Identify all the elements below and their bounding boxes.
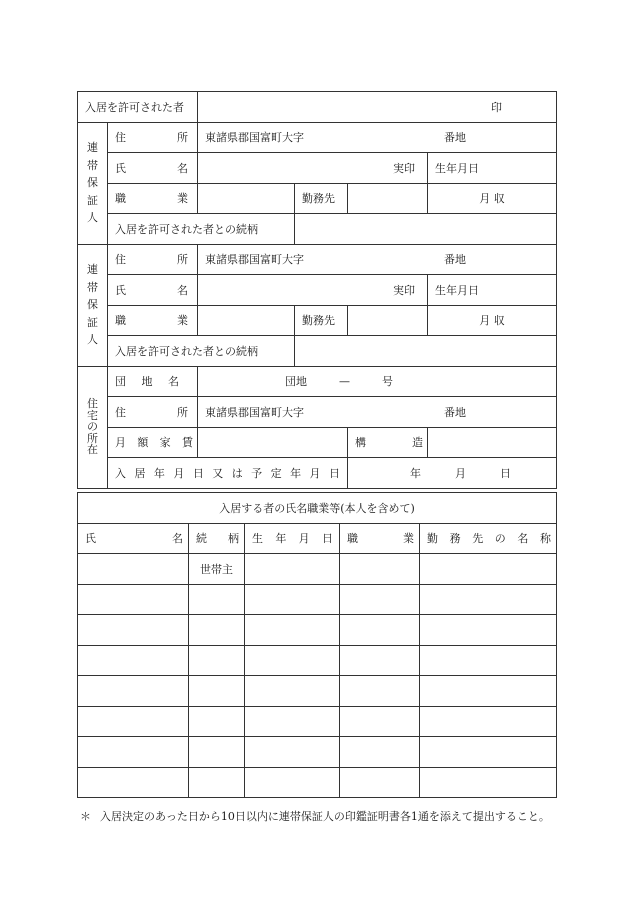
g1-group-label: 連 帯 保 証 人 [78, 122, 108, 244]
applicant-seal[interactable] [198, 92, 557, 123]
g1-relationship-field[interactable] [295, 214, 557, 245]
g2-occupation-label: 職 業 [108, 305, 198, 336]
occupant-birth-cell[interactable] [245, 737, 340, 768]
complex-label: 団 地 名 [108, 366, 198, 397]
occupant-occupation-cell[interactable] [340, 615, 420, 646]
g2-workplace-label: 勤務先 [295, 305, 348, 336]
complex-field[interactable] [198, 366, 557, 397]
applicant-row [78, 92, 557, 123]
occupant-relation-cell[interactable] [189, 767, 245, 798]
header-relation: 続 柄 [189, 523, 245, 554]
footnote-mark: ＊ [80, 810, 91, 823]
g2-address-field[interactable] [198, 244, 557, 275]
guarantor-housing-table [77, 91, 557, 489]
occupant-name-cell[interactable] [78, 584, 189, 615]
occupants-header-row [78, 523, 557, 554]
movein-row [78, 458, 557, 489]
occupant-name-cell[interactable] [78, 676, 189, 707]
g2-name-row [78, 275, 557, 306]
occupant-birth-cell[interactable] [245, 645, 340, 676]
occupant-occupation-cell[interactable] [340, 767, 420, 798]
occupant-birth-cell[interactable] [245, 615, 340, 646]
g1-name-row [78, 153, 557, 184]
g1-address-label: 住 所 [108, 122, 198, 153]
footnote [80, 808, 570, 826]
occupant-row [78, 706, 557, 737]
header-name: 氏 名 [78, 523, 189, 554]
g2-group-label: 連 帯 保 証 人 [78, 244, 108, 366]
g1-address-prefix: 東諸県郡国富町大字 [205, 131, 304, 145]
occupants-title-row [78, 493, 557, 524]
rent-row [78, 427, 557, 458]
g1-relationship-label: 入居を許可された者との続柄 [108, 214, 295, 245]
occupant-row [78, 584, 557, 615]
occupant-occupation-cell[interactable] [340, 584, 420, 615]
occupant-relation-cell[interactable] [189, 645, 245, 676]
header-occupation: 職 業 [340, 523, 420, 554]
occupant-workplace-cell[interactable] [420, 584, 557, 615]
g2-address-prefix: 東諸県郡国富町大字 [205, 253, 304, 267]
occupants-title: 入居する者の氏名職業等(本人を含めて) [78, 493, 557, 524]
g1-address-row [78, 122, 557, 153]
occupant-birth-cell[interactable] [245, 676, 340, 707]
occupant-occupation-cell[interactable] [340, 737, 420, 768]
occupant-name-cell[interactable] [78, 706, 189, 737]
occupant-workplace-cell[interactable] [420, 676, 557, 707]
housing-group-label: 住 宅 の 所 在 [78, 366, 108, 488]
housing-address-prefix: 東諸県郡国富町大字 [205, 405, 304, 419]
g2-relationship-label: 入居を許可された者との続柄 [108, 336, 295, 367]
housing-address-row [78, 397, 557, 428]
g2-relationship-row [78, 336, 557, 367]
footnote-text: 入居決定のあった日から10日以内に連帯保証人の印鑑証明書各1通を添えて提出すること。 [100, 810, 550, 823]
occupant-birth-cell[interactable] [245, 767, 340, 798]
occupant-birth-cell[interactable] [245, 554, 340, 585]
g2-birth-label: 生年月日 [428, 275, 557, 306]
g2-income-label: 月 収 [428, 305, 557, 336]
occupant-row [78, 615, 557, 646]
occupant-workplace-cell[interactable] [420, 737, 557, 768]
complex-number-suffix: 号 [382, 375, 393, 389]
occupants-table [77, 492, 557, 798]
date-day-unit: 日 [500, 466, 511, 480]
g2-relationship-field[interactable] [295, 336, 557, 367]
g2-address-label: 住 所 [108, 244, 198, 275]
header-workplace: 勤 務 先 の 名 称 [420, 523, 557, 554]
occupant-row [78, 645, 557, 676]
g1-occupation-label: 職 業 [108, 183, 198, 214]
complex-suffix: 団地 [285, 375, 307, 389]
occupant-name-cell[interactable] [78, 615, 189, 646]
g1-workplace-field[interactable] [348, 183, 428, 214]
occupant-birth-cell[interactable] [245, 584, 340, 615]
movein-date-field[interactable] [348, 458, 557, 489]
occupant-name-cell[interactable] [78, 737, 189, 768]
occupant-row [78, 767, 557, 798]
occupant-relation-cell[interactable] [189, 584, 245, 615]
g1-workplace-label: 勤務先 [295, 183, 348, 214]
rent-label: 月 額 家 賃 [108, 427, 198, 458]
header-birth: 生 年 月 日 [245, 523, 340, 554]
occupant-relation-cell[interactable] [189, 615, 245, 646]
seal-mark: 印 [491, 100, 503, 114]
occupant-row [78, 554, 557, 585]
occupant-workplace-cell[interactable] [420, 554, 557, 585]
occupant-occupation-cell[interactable] [340, 706, 420, 737]
g1-income-label: 月 収 [428, 183, 557, 214]
g1-banchi: 番地 [444, 131, 466, 145]
occupant-relation-cell[interactable]: 世帯主 [189, 554, 245, 585]
movein-label: 入 居 年 月 日 又 は 予 定 年 月 日 [108, 458, 348, 489]
g1-relationship-row [78, 214, 557, 245]
g2-occupation-field[interactable] [198, 305, 295, 336]
g1-name-label: 氏 名 [108, 153, 198, 184]
housing-complex-row [78, 366, 557, 397]
occupant-name-cell[interactable] [78, 645, 189, 676]
occupant-occupation-cell[interactable] [340, 676, 420, 707]
occupant-workplace-cell[interactable] [420, 706, 557, 737]
occupant-workplace-cell[interactable] [420, 615, 557, 646]
occupant-name-cell[interactable] [78, 767, 189, 798]
g2-banchi: 番地 [444, 253, 466, 267]
applicant-label: 入居を許可された者 [78, 92, 198, 123]
g2-name-field[interactable] [198, 275, 428, 306]
g1-occupation-field[interactable] [198, 183, 295, 214]
g2-address-row [78, 244, 557, 275]
date-month-unit: 月 [455, 466, 466, 480]
housing-address-label: 住 所 [108, 397, 198, 428]
structure-label: 構 造 [348, 427, 428, 458]
occupant-row [78, 676, 557, 707]
structure-field[interactable] [428, 427, 557, 458]
housing-banchi: 番地 [444, 405, 466, 419]
rent-field[interactable] [198, 427, 348, 458]
g2-jitsuin: 実印 [393, 283, 415, 297]
occupant-relation-cell[interactable] [189, 676, 245, 707]
date-year-unit: 年 [410, 466, 421, 480]
g2-occupation-row [78, 305, 557, 336]
complex-dash: — [339, 375, 350, 389]
g1-jitsuin: 実印 [393, 161, 415, 175]
g1-occupation-row [78, 183, 557, 214]
occupant-workplace-cell[interactable] [420, 767, 557, 798]
occupant-occupation-cell[interactable] [340, 554, 420, 585]
g1-name-field[interactable] [198, 153, 428, 184]
occupant-workplace-cell[interactable] [420, 645, 557, 676]
g2-workplace-field[interactable] [348, 305, 428, 336]
occupant-occupation-cell[interactable] [340, 645, 420, 676]
g1-birth-label: 生年月日 [428, 153, 557, 184]
occupant-relation-cell[interactable] [189, 706, 245, 737]
occupant-birth-cell[interactable] [245, 706, 340, 737]
occupant-row [78, 737, 557, 768]
occupant-name-cell[interactable] [78, 554, 189, 585]
housing-address-field[interactable] [198, 397, 557, 428]
occupant-relation-cell[interactable] [189, 737, 245, 768]
g2-name-label: 氏 名 [108, 275, 198, 306]
g1-address-field[interactable] [198, 122, 557, 153]
